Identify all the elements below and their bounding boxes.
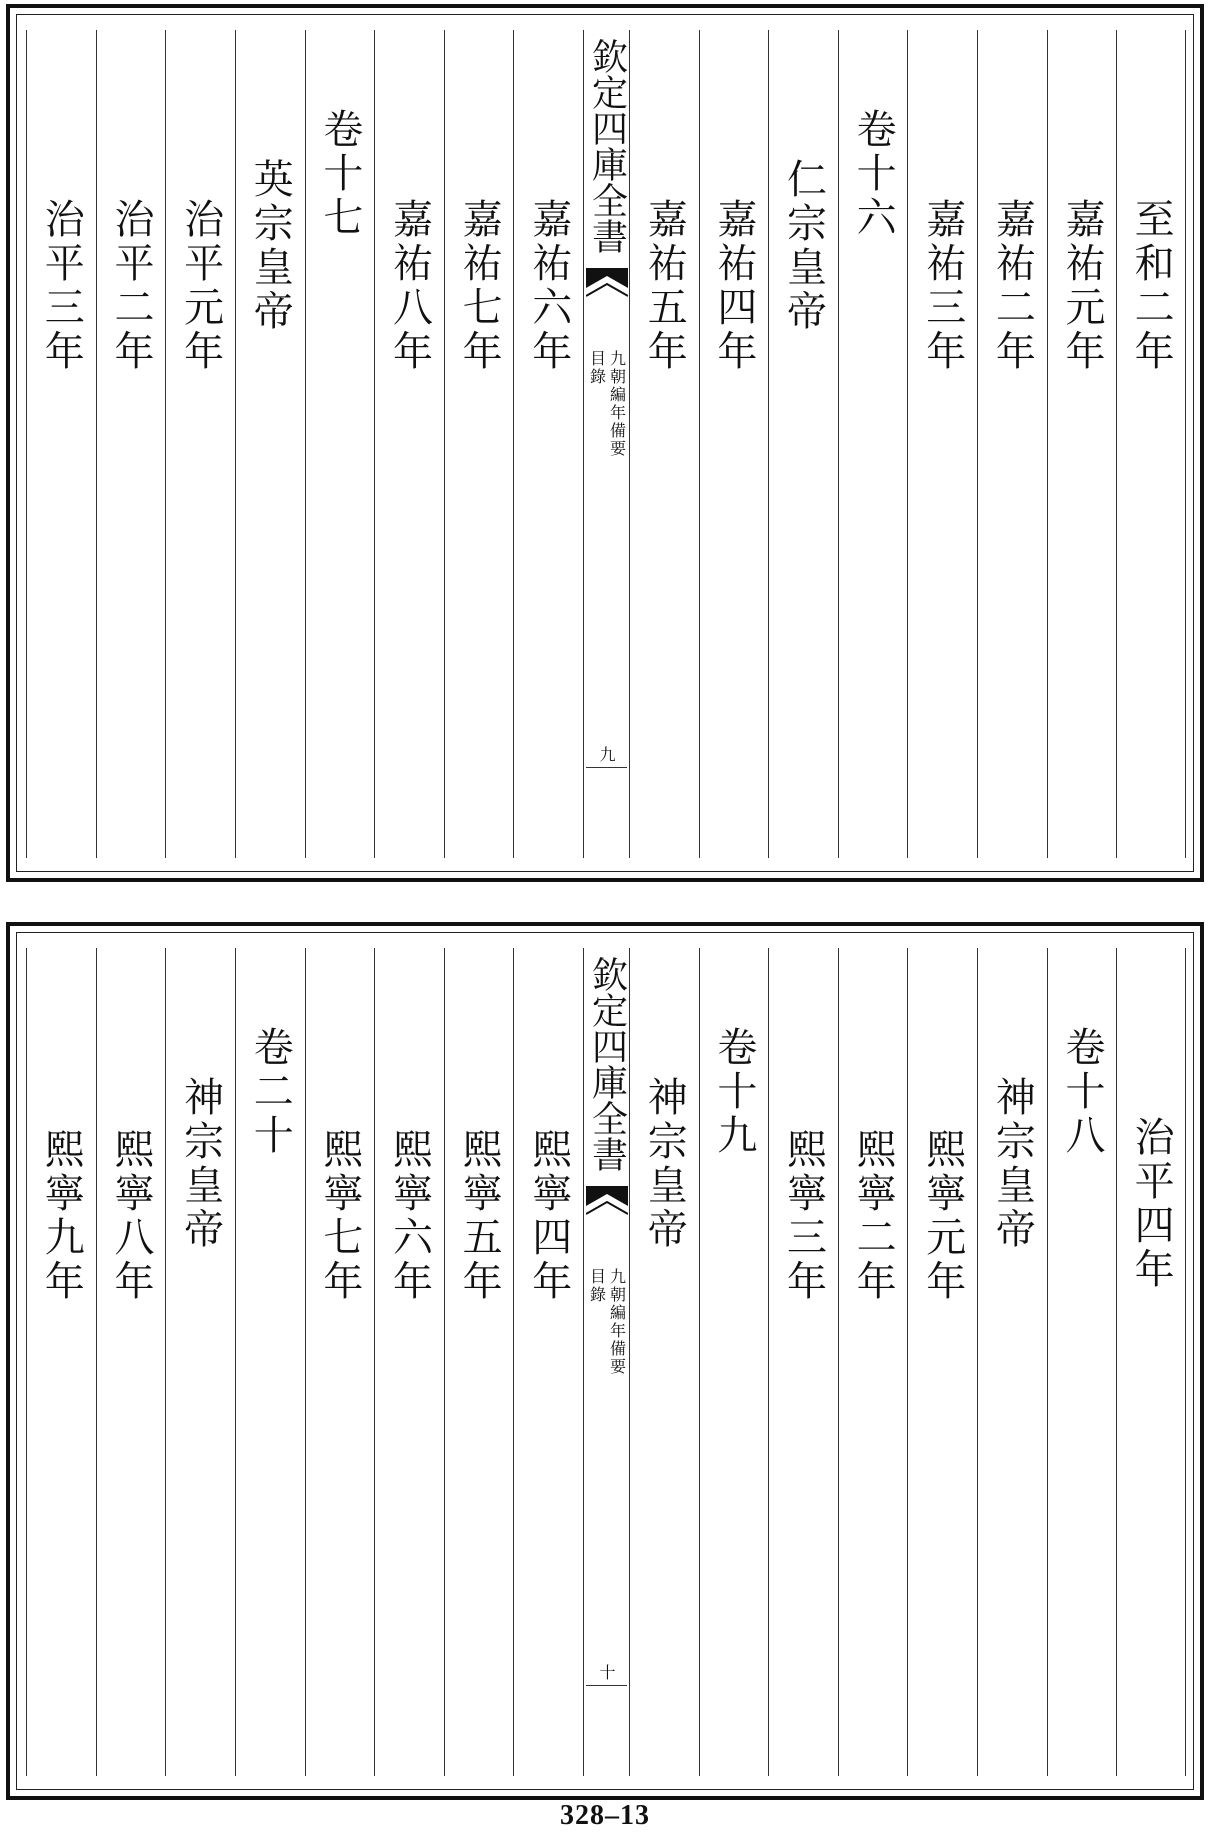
- fish-tail-mark-icon: [586, 1186, 628, 1238]
- year-entry: 嘉祐元年: [1059, 198, 1106, 374]
- spine-subtitle: [584, 1268, 629, 1376]
- leaf-number: 十: [597, 1664, 616, 1680]
- bottom-page: [6, 922, 1204, 1800]
- top-col-7: [699, 30, 769, 858]
- year-entry: 熙寧五年: [456, 1128, 503, 1304]
- year-entry: 熙寧六年: [386, 1128, 433, 1304]
- top-col-4: [907, 30, 977, 858]
- year-entry: 嘉祐七年: [456, 198, 503, 374]
- top-spine: [583, 30, 629, 858]
- top-col-11: [374, 30, 444, 858]
- bot-col-9: [513, 948, 583, 1776]
- emperor-heading: 仁宗皇帝: [780, 158, 827, 334]
- bot-col-1: [1116, 948, 1186, 1776]
- emperor-heading: 神宗皇帝: [177, 1076, 224, 1252]
- year-entry: 熙寧七年: [316, 1128, 363, 1304]
- spine-title: 欽定四庫全書: [586, 38, 628, 254]
- top-page: [6, 4, 1204, 882]
- bot-col-12: [305, 948, 375, 1776]
- top-col-9: [513, 30, 583, 858]
- page-number: 328–13: [560, 1800, 650, 1831]
- bot-col-2: [1047, 948, 1117, 1776]
- bot-col-16: [26, 948, 96, 1776]
- top-col-10: [444, 30, 514, 858]
- top-col-2: [1047, 30, 1117, 858]
- bot-col-5: [838, 948, 908, 1776]
- bot-col-8: [629, 948, 699, 1776]
- year-entry: 嘉祐八年: [386, 198, 433, 374]
- emperor-heading: 英宗皇帝: [247, 158, 294, 334]
- bot-col-13: [235, 948, 305, 1776]
- top-col-6: [768, 30, 838, 858]
- year-entry: 治平三年: [38, 198, 85, 374]
- bot-col-7: [699, 948, 769, 1776]
- year-entry: 嘉祐三年: [919, 198, 966, 374]
- juan-heading: 卷十六: [850, 108, 897, 240]
- year-entry: 熙寧八年: [107, 1128, 154, 1304]
- year-entry: 熙寧四年: [525, 1128, 572, 1304]
- year-entry: 嘉祐二年: [989, 198, 1036, 374]
- top-page-columns: [26, 30, 1186, 858]
- spine-subtitle: [584, 350, 629, 458]
- year-entry: 治平四年: [1128, 1116, 1175, 1292]
- bottom-spine: [583, 948, 629, 1776]
- juan-heading: 卷十七: [316, 108, 363, 240]
- bot-col-4: [907, 948, 977, 1776]
- spine-title: 欽定四庫全書: [586, 956, 628, 1172]
- juan-heading: 卷十八: [1059, 1026, 1106, 1158]
- top-col-14: [165, 30, 235, 858]
- emperor-heading: 神宗皇帝: [641, 1076, 688, 1252]
- year-entry: 熙寧二年: [850, 1128, 897, 1304]
- juan-heading: 卷十九: [710, 1026, 757, 1158]
- top-col-1: [1116, 30, 1186, 858]
- bot-col-15: [96, 948, 166, 1776]
- bot-col-14: [165, 948, 235, 1776]
- spine-section: 目錄: [587, 350, 607, 386]
- spine-book-title: 九朝編年備要: [607, 1268, 627, 1376]
- bot-col-6: [768, 948, 838, 1776]
- leaf-number: 九: [597, 746, 616, 762]
- year-entry: 至和二年: [1128, 198, 1175, 374]
- year-entry: 嘉祐四年: [710, 198, 757, 374]
- fish-tail-mark-icon: [586, 268, 628, 320]
- spine-book-title: 九朝編年備要: [607, 350, 627, 458]
- year-entry: 熙寧九年: [38, 1128, 85, 1304]
- year-entry: 治平二年: [107, 198, 154, 374]
- bot-col-3: [977, 948, 1047, 1776]
- bot-col-10: [444, 948, 514, 1776]
- spine-rule: [586, 1685, 627, 1686]
- top-col-5: [838, 30, 908, 858]
- top-col-16: [26, 30, 96, 858]
- top-col-12: [305, 30, 375, 858]
- spine-section: 目錄: [587, 1268, 607, 1304]
- juan-heading: 卷二十: [247, 1026, 294, 1158]
- year-entry: 熙寧三年: [780, 1128, 827, 1304]
- top-col-15: [96, 30, 166, 858]
- year-entry: 嘉祐五年: [641, 198, 688, 374]
- spine-rule: [586, 767, 627, 768]
- emperor-heading: 神宗皇帝: [989, 1076, 1036, 1252]
- bottom-page-columns: [26, 948, 1186, 1776]
- top-col-13: [235, 30, 305, 858]
- top-col-3: [977, 30, 1047, 858]
- year-entry: 熙寧元年: [919, 1128, 966, 1304]
- bot-col-11: [374, 948, 444, 1776]
- year-entry: 治平元年: [177, 198, 224, 374]
- year-entry: 嘉祐六年: [525, 198, 572, 374]
- top-col-8: [629, 30, 699, 858]
